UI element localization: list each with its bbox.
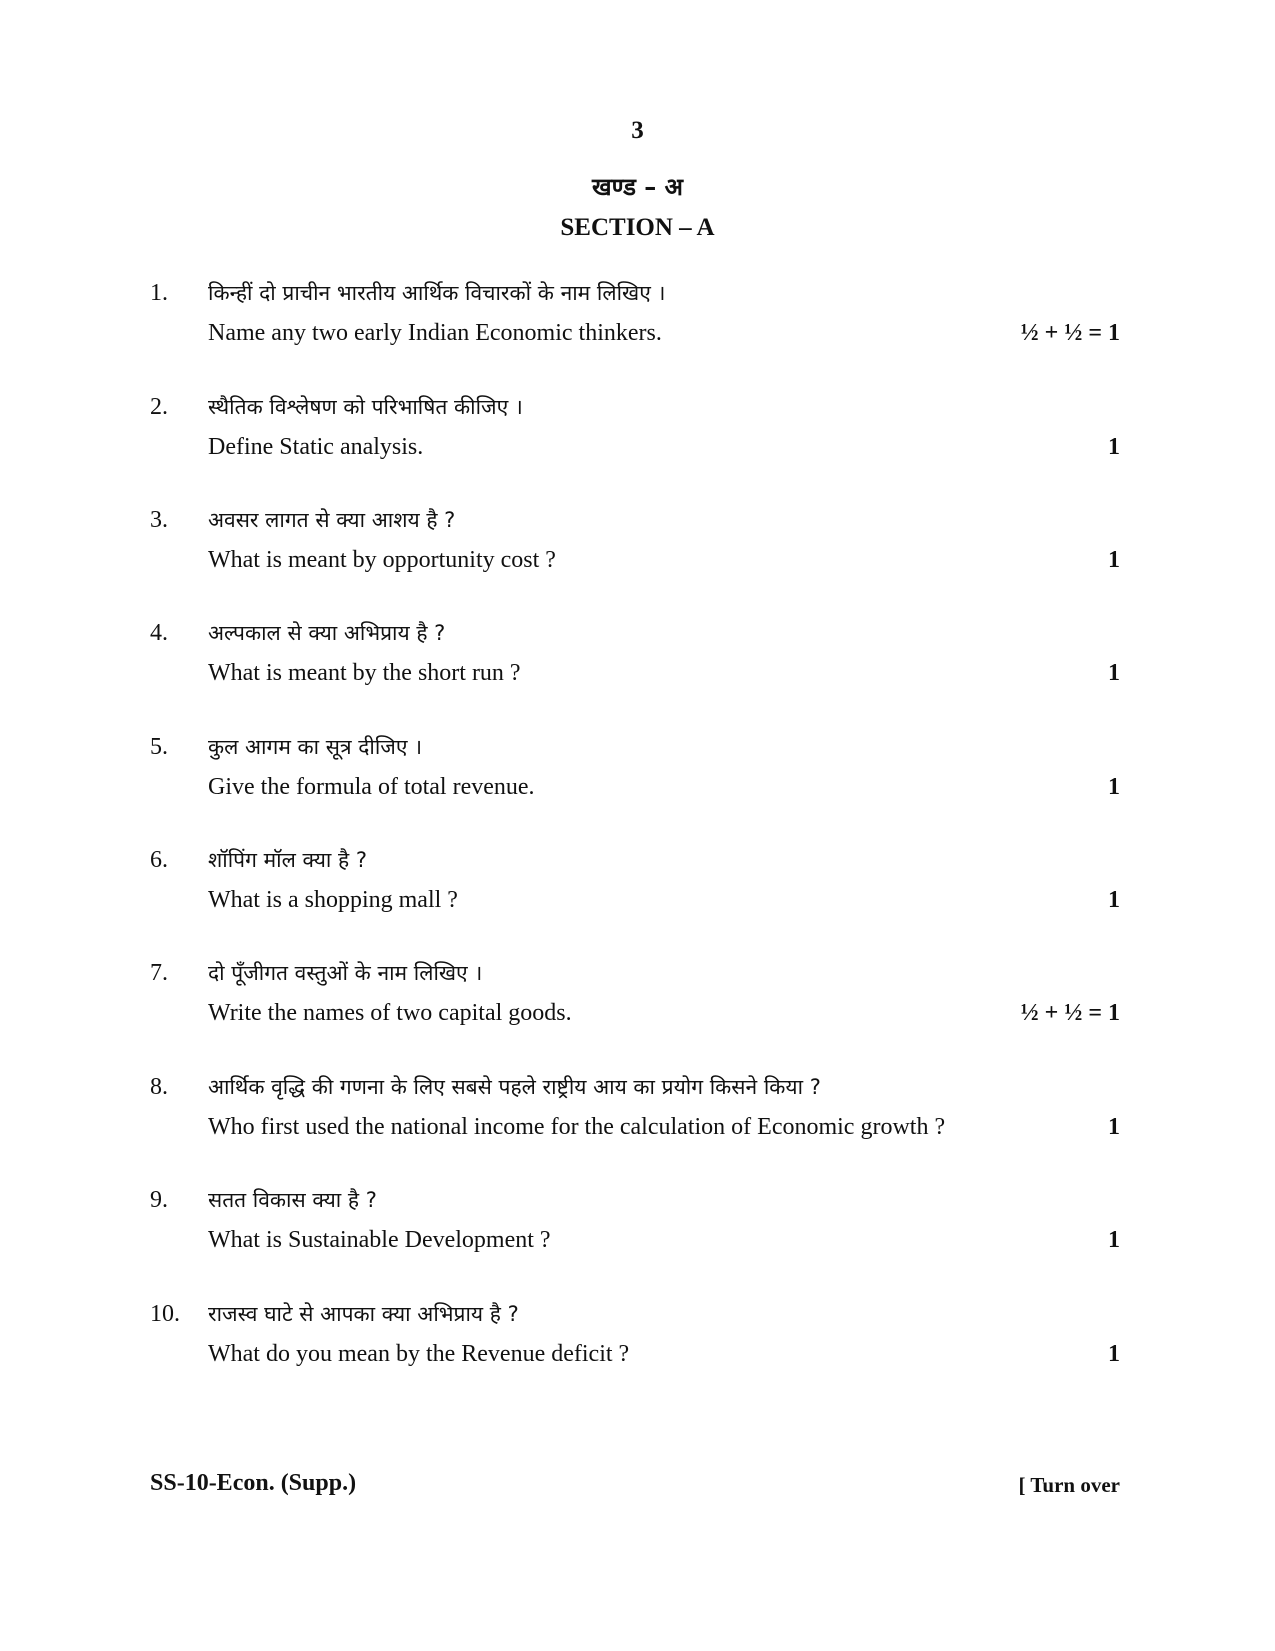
question-marks: 1 [1108,1227,1120,1253]
question-text-english: Write the names of two capital goods. [208,1000,572,1026]
question-text-english: What is Sustainable Development ? [208,1227,551,1253]
question-number: 4. [150,620,168,646]
question-item [150,505,1120,605]
page-number: 3 [631,117,644,144]
question-number: 1. [150,280,168,306]
question-number: 10. [150,1301,180,1327]
question-number: 8. [150,1074,168,1100]
question-number: 6. [150,847,168,873]
question-marks: 1 [1108,434,1120,460]
question-text-hindi: अवसर लागत से क्या आशय है ? [208,508,456,532]
question-marks: 1 [1108,547,1120,573]
question-item [150,958,1120,1058]
question-text-hindi: किन्हीं दो प्राचीन भारतीय आर्थिक विचारकों के नाम लिखिए । [208,281,666,305]
question-marks: 1 [1108,1341,1120,1367]
question-number: 3. [150,507,168,533]
question-text-hindi: कुल आगम का सूत्र दीजिए । [208,735,423,759]
question-text-english: Who first used the national income for the calculation of Economic growth ? [208,1114,946,1140]
question-item [150,1299,1120,1399]
question-item [150,392,1120,492]
question-text-hindi: अल्पकाल से क्या अभिप्राय है ? [208,621,446,645]
question-number: 5. [150,734,168,760]
question-number: 7. [150,960,168,986]
turn-over-note: [ Turn over [1018,1473,1120,1497]
paper-code: SS-10-Econ. (Supp.) [150,1470,357,1496]
question-item [150,618,1120,718]
question-text-hindi: शॉपिंग मॉल क्या है ? [208,848,367,872]
question-item [150,732,1120,832]
question-text-hindi: दो पूँजीगत वस्तुओं के नाम लिखिए । [208,961,483,985]
question-text-hindi: स्थैतिक विश्लेषण को परिभाषित कीजिए । [208,395,523,419]
question-item [150,1072,1120,1172]
question-text-hindi: राजस्व घाटे से आपका क्या अभिप्राय है ? [208,1302,519,1326]
question-item [150,278,1120,378]
question-number: 9. [150,1187,168,1213]
question-text-english: Give the formula of total revenue. [208,774,535,800]
question-text-english: What is meant by the short run ? [208,660,521,686]
section-title-english: SECTION – A [560,214,715,241]
question-item [150,1185,1120,1285]
question-text-english: What is a shopping mall ? [208,887,458,913]
question-marks: 1 [1108,1114,1120,1140]
question-text-english: Define Static analysis. [208,434,424,460]
question-number: 2. [150,394,168,420]
question-text-hindi: सतत विकास क्या है ? [208,1188,377,1212]
section-title-hindi: खण्ड – अ [592,173,683,201]
question-text-english: What do you mean by the Revenue deficit ? [208,1341,630,1367]
question-marks: ½ + ½ = 1 [1020,320,1120,346]
question-marks: ½ + ½ = 1 [1020,1000,1120,1026]
question-marks: 1 [1108,660,1120,686]
question-text-english: Name any two early Indian Economic thinkers. [208,320,662,346]
question-marks: 1 [1108,887,1120,913]
question-text-english: What is meant by opportunity cost ? [208,547,556,573]
question-text-hindi: आर्थिक वृद्धि की गणना के लिए सबसे पहले राष्ट्रीय आय का प्रयोग किसने किया ? [208,1075,821,1099]
question-item [150,845,1120,945]
question-marks: 1 [1108,774,1120,800]
